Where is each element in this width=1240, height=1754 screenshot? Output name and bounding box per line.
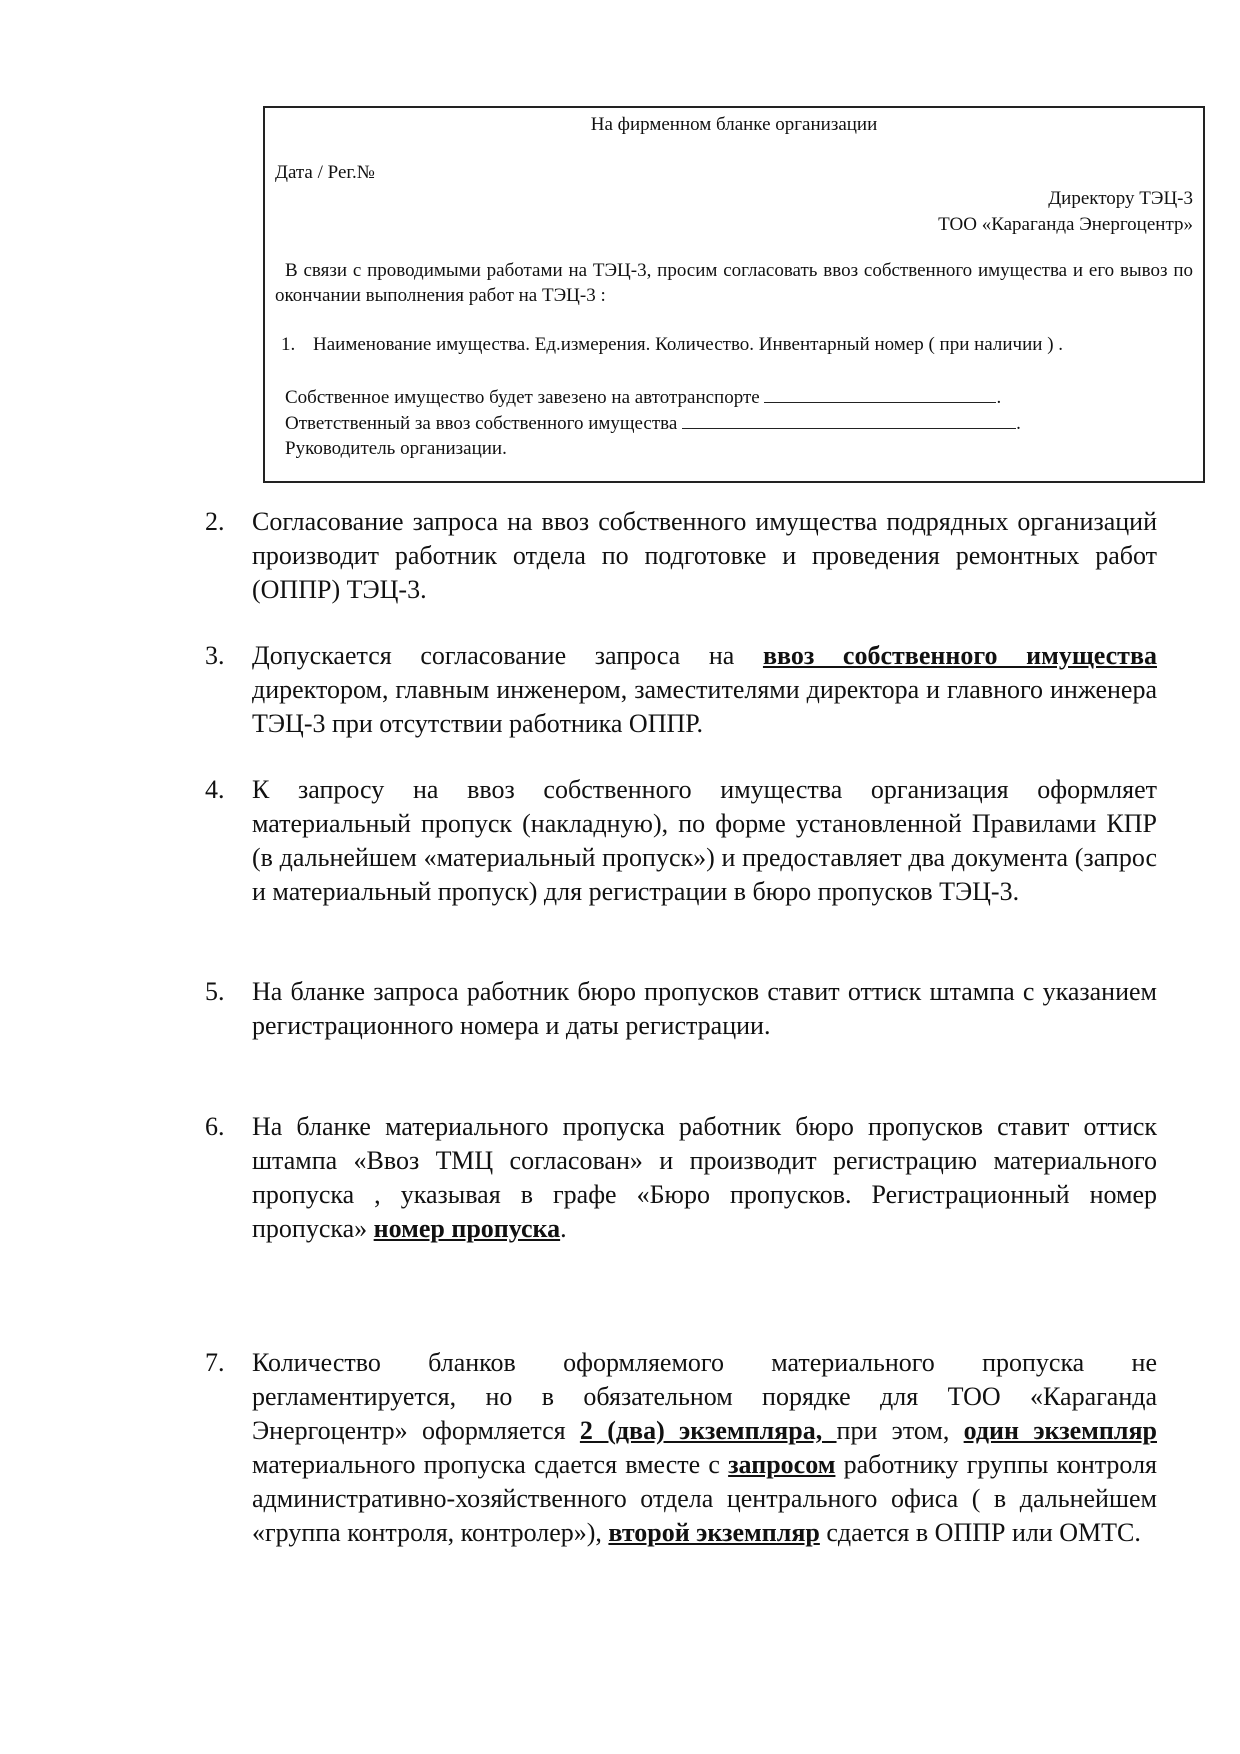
text-segment: Допускается согласование запроса на [252,641,763,670]
list-number: 7. [205,1348,225,1377]
responsible-blank-field [682,410,1016,429]
list-text: Согласование запроса на ввоз собственного имущества подрядных организаций производит работник отдела по подготовке и проведения ремонтных работ (ОППР) ТЭЦ-3. [252,507,1157,604]
list-number: 4. [205,775,225,804]
letter-template-box [263,106,1205,483]
transport-blank-field [764,384,996,403]
template-transport-line [285,384,1001,410]
emphasized-text: 2 (два) экземпляра, [579,1416,837,1445]
list-item-2 [205,505,1157,607]
list-text [252,1346,1157,1550]
template-date-reg: Дата / Рег.№ [275,162,375,183]
template-responsible-line [285,410,1021,436]
template-addressee-line-1: Директору ТЭЦ-3 [1048,188,1193,209]
list-item-3 [205,639,1157,741]
list-text: На бланке запроса работник бюро пропусков ставит оттиск штампа с указанием регистрационного номера и даты регистрации. [252,977,1157,1040]
list-number: 5. [205,977,225,1006]
text-segment: На бланке материального пропуска работник бюро пропусков ставит оттиск штампа «Ввоз ТМЦ согласован» и производит регистрацию материального пропуска , указывая в графе «Бюро пропусков. Регистрационный номер пропуска» [252,1112,1157,1243]
text-segment: Количество бланков оформляемого материального пропуска не регламентируется, но в обязательном порядке для ТОО «Караганда Энергоцентр» оформляется [252,1348,1157,1445]
template-transport-label: Собственное имущество будет завезено на автотранспорте [285,387,760,408]
emphasized-text: номер пропуска [373,1214,561,1243]
list-number: 3. [205,641,225,670]
list-item-5 [205,975,1157,1043]
text-segment: . [560,1214,567,1243]
list-item-6 [205,1110,1157,1246]
period: . [996,387,1002,408]
emphasized-text: запросом [728,1450,836,1479]
list-number: 2. [205,507,225,536]
text-segment: сдается в ОППР или ОМТС. [819,1518,1141,1547]
text-segment: материального пропуска сдается вместе с [252,1450,729,1479]
template-list-number: 1. [281,334,296,355]
emphasized-text: один экземпляр [963,1416,1157,1445]
template-header: На фирменном бланке организации [590,114,878,135]
template-list-text: Наименование имущества. Ед.измерения. Количество. Инвентарный номер ( при наличии ) . [313,334,1064,355]
template-request-text: В связи с проводимыми работами на ТЭЦ-3, просим согласовать ввоз собственного имущества и его вывоз по окончании выполнения работ на ТЭЦ-3 : [275,260,1193,306]
list-item-7 [205,1346,1157,1550]
list-text: К запросу на ввоз собственного имущества организация оформляет материальный пропуск (накладную), по форме установленной Правилами КПР (в дальнейшем «материальный пропуск») и предоставляет два документа (запрос и материальный пропуск) для регистрации в бюро пропусков ТЭЦ-3. [252,775,1157,906]
list-number: 6. [205,1112,225,1141]
emphasized-text: второй экземпляр [608,1518,820,1547]
template-addressee-line-2: ТОО «Караганда Энергоцентр» [938,214,1193,235]
template-list-item [281,332,1063,357]
text-segment: при этом, [836,1416,964,1445]
list-item-4 [205,773,1157,909]
period: . [1016,413,1021,434]
text-segment: работнику группы контроля административно-хозяйственного отдела центрального офиса ( в дальнейшем «группа контроля, контролер»), [252,1450,1158,1547]
list-text [252,639,1157,741]
template-responsible-label: Ответственный за ввоз собственного имущества [285,413,678,434]
template-head-of-organization: Руководитель организации. [285,438,507,459]
emphasized-text: ввоз собственного имущества [762,641,1157,670]
text-segment: директором, главным инженером, заместителями директора и главного инженера ТЭЦ-3 при отсутствии работника ОППР. [252,675,1157,738]
list-text [252,1110,1157,1246]
